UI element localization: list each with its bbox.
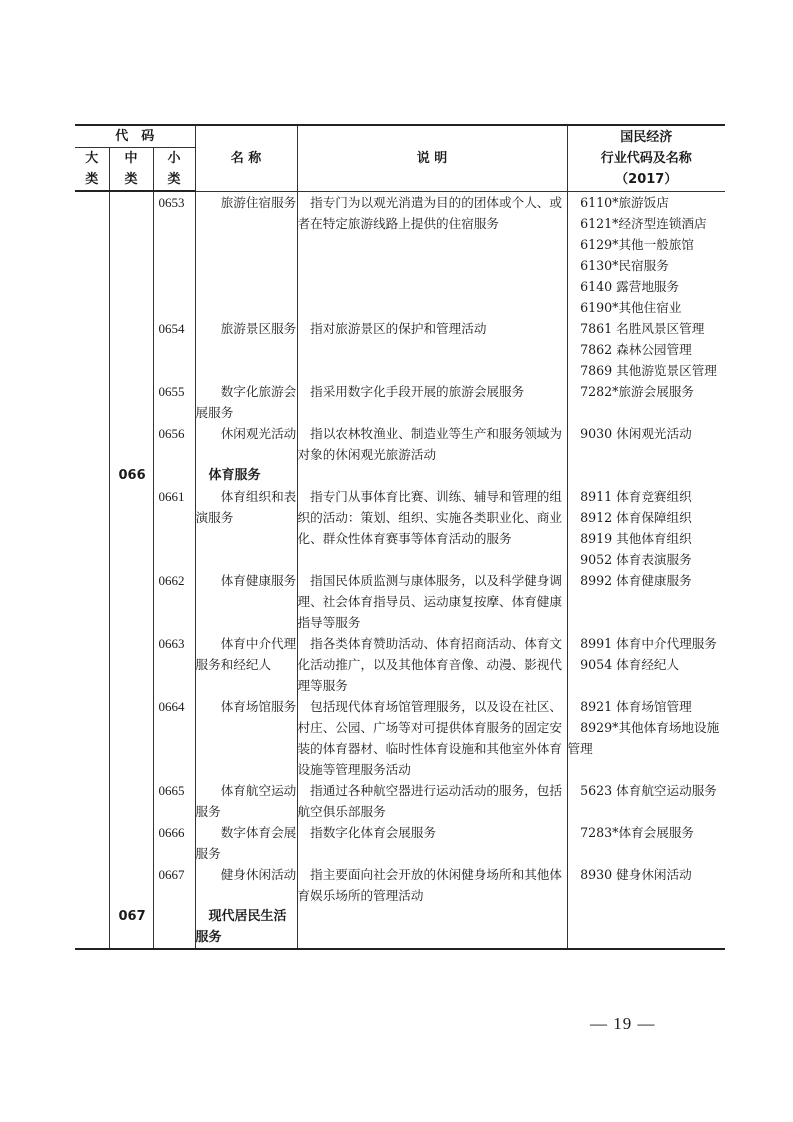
major-code <box>75 318 109 381</box>
description <box>297 633 567 696</box>
industry-ref-item: 7861 名胜风景区管理 <box>580 320 705 336</box>
middle-code <box>109 696 153 780</box>
middle-code <box>109 780 153 822</box>
page-number: — 19 — <box>590 1014 656 1033</box>
category-name: 体育服务 <box>195 465 297 486</box>
industry-ref-item: 7869 其他游览景区管理 <box>580 362 717 378</box>
header-description: 说 明 <box>297 125 567 191</box>
header-ref-line3: （2017） <box>615 171 678 187</box>
major-code <box>75 423 109 465</box>
description-text: 指主要面向社会开放的休闲健身场所和其他体育娱乐场所的管理活动 <box>297 866 562 903</box>
description-text: 指对旅游景区的保护和管理活动 <box>310 320 487 336</box>
industry-ref-item: 7283*体育会展服务 <box>580 824 695 840</box>
industry-ref-item: 8929*其他体育场地设施管理 <box>567 719 720 756</box>
major-code <box>75 822 109 864</box>
major-code <box>75 465 109 486</box>
industry-ref-item: 6190*其他住宿业 <box>580 299 682 315</box>
industry-ref-item: 6130*民宿服务 <box>580 257 669 273</box>
industry-refs <box>567 465 725 486</box>
description-text: 指专门为以观光消遣为目的的团体或个人、或者在特定旅游线路上提供的住宿服务 <box>297 194 562 231</box>
industry-ref-item: 8992 体育健康服务 <box>580 572 692 588</box>
description-text: 指各类体育赞助活动、体育招商活动、体育文化活动推广，以及其他体育音像、动漫、影视代理等服务 <box>297 635 562 693</box>
major-code <box>75 381 109 423</box>
minor-code <box>153 906 195 949</box>
header-ref-line1: 国民经济 <box>620 129 673 145</box>
category-name: 体育组织和表演服务 <box>195 486 297 570</box>
category-name: 旅游景区服务 <box>195 318 297 381</box>
table-row <box>75 696 725 780</box>
industry-ref-item: 7282*旅游会展服务 <box>580 383 695 399</box>
category-name: 数字体育会展服务 <box>195 822 297 864</box>
industry-ref-item: 6140 露营地服务 <box>580 278 680 294</box>
industry-ref-item: 6129*其他一般旅馆 <box>580 236 695 252</box>
category-name: 体育航空运动服务 <box>195 780 297 822</box>
middle-code <box>109 822 153 864</box>
industry-refs <box>567 864 725 906</box>
major-code <box>75 633 109 696</box>
description-text: 指国民体质监测与康体服务，以及科学健身调理、社会体育指导员、运动康复按摩、体育健康指导等服务 <box>297 572 562 630</box>
table-row <box>75 906 725 949</box>
industry-ref-item: 9030 休闲观光活动 <box>580 425 692 441</box>
industry-ref-item: 6110*旅游饭店 <box>580 194 669 210</box>
industry-ref-item: 5623 体育航空运动服务 <box>580 782 717 798</box>
industry-refs <box>567 570 725 633</box>
header-code-group: 代 码 <box>75 125 195 148</box>
category-name: 现代居民生活服务 <box>195 906 297 949</box>
category-name: 体育健康服务 <box>195 570 297 633</box>
description <box>297 822 567 864</box>
industry-ref-item: 8921 体育场馆管理 <box>580 698 692 714</box>
industry-refs <box>567 780 725 822</box>
table-row <box>75 318 725 381</box>
table-row <box>75 780 725 822</box>
description <box>297 864 567 906</box>
middle-code <box>109 318 153 381</box>
minor-code: 0665 <box>153 780 195 822</box>
header-middle: 中 类 <box>109 148 153 192</box>
minor-code: 0663 <box>153 633 195 696</box>
industry-ref-item: 7862 森林公园管理 <box>580 341 692 357</box>
middle-code <box>109 486 153 570</box>
category-name: 休闲观光活动 <box>195 423 297 465</box>
description <box>297 696 567 780</box>
middle-code: 067 <box>109 906 153 949</box>
middle-code <box>109 423 153 465</box>
header-minor: 小 类 <box>153 148 195 192</box>
table-row <box>75 570 725 633</box>
industry-refs <box>567 696 725 780</box>
description <box>297 465 567 486</box>
table-row <box>75 423 725 465</box>
description <box>297 381 567 423</box>
middle-code <box>109 191 153 318</box>
header-name: 名 称 <box>195 125 297 191</box>
table-row <box>75 822 725 864</box>
major-code <box>75 696 109 780</box>
major-code <box>75 486 109 570</box>
description <box>297 318 567 381</box>
industry-ref-item: 8930 健身休闲活动 <box>580 866 692 882</box>
description <box>297 906 567 949</box>
industry-refs <box>567 423 725 465</box>
description <box>297 570 567 633</box>
industry-refs <box>567 633 725 696</box>
classification-table <box>75 124 725 950</box>
description-text: 指采用数字化手段开展的旅游会展服务 <box>310 383 525 399</box>
industry-ref-item: 8919 其他体育组织 <box>580 530 692 546</box>
minor-code: 0667 <box>153 864 195 906</box>
table-row <box>75 864 725 906</box>
industry-refs <box>567 381 725 423</box>
description-text: 指专门从事体育比赛、训练、辅导和管理的组织的活动：策划、组织、实施各类职业化、商业化、群众性体育赛事等体育活动的服务 <box>297 488 562 546</box>
table-row <box>75 465 725 486</box>
major-code <box>75 906 109 949</box>
category-name: 旅游住宿服务 <box>195 191 297 318</box>
major-code <box>75 570 109 633</box>
table-row <box>75 191 725 318</box>
middle-code: 066 <box>109 465 153 486</box>
minor-code: 0666 <box>153 822 195 864</box>
minor-code: 0653 <box>153 191 195 318</box>
industry-ref-item: 6121*经济型连锁酒店 <box>580 215 707 231</box>
minor-code: 0654 <box>153 318 195 381</box>
middle-code <box>109 381 153 423</box>
middle-code <box>109 864 153 906</box>
minor-code: 0662 <box>153 570 195 633</box>
header-major: 大 类 <box>75 148 109 192</box>
table-row <box>75 633 725 696</box>
description-text: 指以农林牧渔业、制造业等生产和服务领域为对象的休闲观光旅游活动 <box>297 425 562 462</box>
classification-table-wrapper <box>75 124 725 950</box>
major-code <box>75 864 109 906</box>
description-text: 指通过各种航空器进行运动活动的服务，包括航空俱乐部服务 <box>297 782 562 819</box>
middle-code <box>109 633 153 696</box>
minor-code <box>153 465 195 486</box>
description <box>297 486 567 570</box>
minor-code: 0664 <box>153 696 195 780</box>
industry-ref-item: 8991 体育中介代理服务 <box>580 635 717 651</box>
table-row <box>75 381 725 423</box>
industry-ref-item: 8911 体育竞赛组织 <box>580 488 692 504</box>
major-code <box>75 191 109 318</box>
category-name: 数字化旅游会展服务 <box>195 381 297 423</box>
description <box>297 191 567 318</box>
minor-code: 0656 <box>153 423 195 465</box>
industry-ref-item: 9054 体育经纪人 <box>580 656 680 672</box>
industry-refs <box>567 822 725 864</box>
industry-ref-item: 8912 体育保障组织 <box>580 509 692 525</box>
description-text: 包括现代体育场馆管理服务，以及设在社区、村庄、公园、广场等对可提供体育服务的固定安装的体育器材、临时性体育设施和其他室外体育设施等管理服务活动 <box>297 698 562 777</box>
industry-refs <box>567 906 725 949</box>
major-code <box>75 780 109 822</box>
table-body <box>75 191 725 949</box>
description <box>297 423 567 465</box>
description <box>297 780 567 822</box>
minor-code: 0655 <box>153 381 195 423</box>
category-name: 体育中介代理服务和经纪人 <box>195 633 297 696</box>
middle-code <box>109 570 153 633</box>
industry-ref-item: 9052 体育表演服务 <box>580 551 692 567</box>
category-name: 健身休闲活动 <box>195 864 297 906</box>
category-name: 体育场馆服务 <box>195 696 297 780</box>
header-industry-ref <box>567 125 725 191</box>
table-row <box>75 486 725 570</box>
industry-refs <box>567 191 725 318</box>
industry-refs <box>567 318 725 381</box>
header-ref-line2: 行业代码及名称 <box>600 150 692 166</box>
industry-refs <box>567 486 725 570</box>
description-text: 指数字化体育会展服务 <box>310 824 437 840</box>
minor-code: 0661 <box>153 486 195 570</box>
